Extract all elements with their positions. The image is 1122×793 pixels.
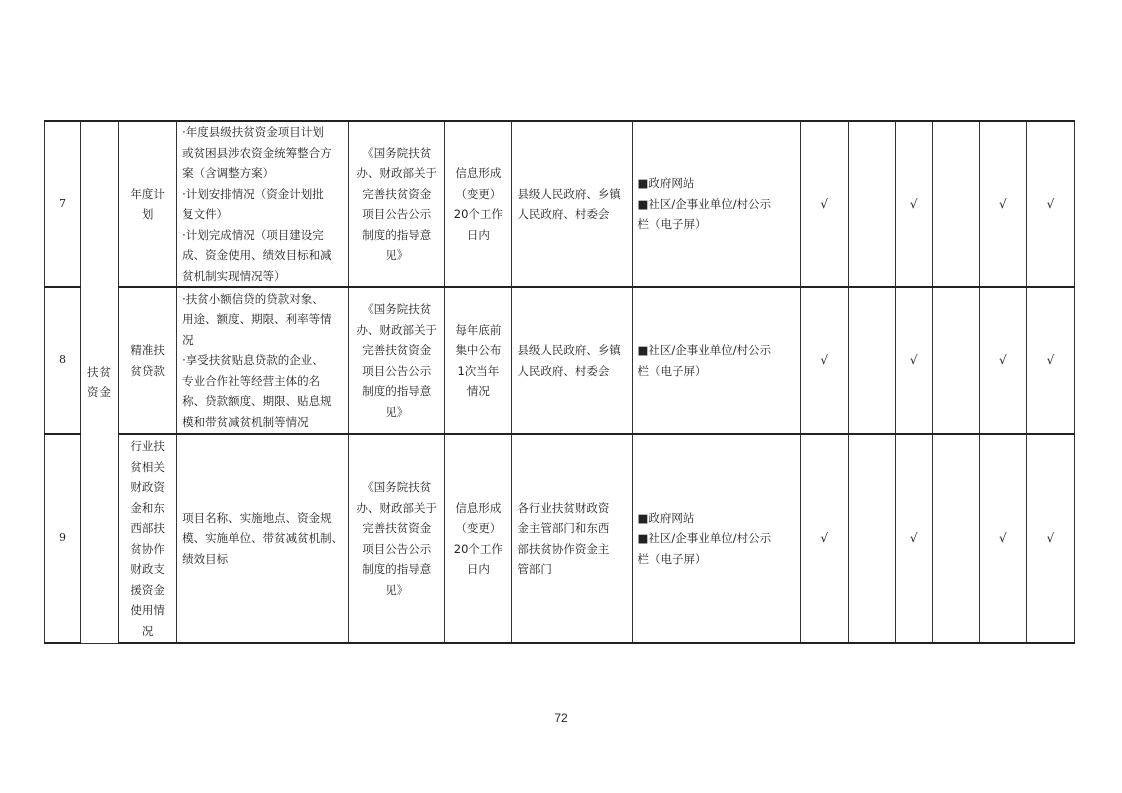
time-line: 信息形成 [455,500,502,515]
basis-line: 制度的指导意 [362,562,432,576]
content-line: 或贫困县涉农资金统筹整合方 [182,145,332,160]
time-line: （变更） [455,186,502,201]
content-line: 况 [182,332,194,347]
check-mark [932,287,979,434]
channel-line: ■社区/企事业单位/村公示 [637,531,772,546]
content-cell [177,434,349,643]
time-line: 集中公布 [455,343,502,357]
basis-line: 办、财政部关于 [356,166,438,180]
row-number: 9 [45,434,81,643]
time-line: 情况 [466,384,490,398]
subcategory-line: 贫贷款 [130,363,165,378]
basis-line: 见》 [385,582,409,597]
subcategory-line: 使用情 [130,603,165,617]
basis-line: 完善扶贫资金 [362,186,432,201]
subcategory-line: 金和东 [130,500,165,515]
check-mark [848,434,895,643]
check-mark: √ [800,434,848,643]
basis-line: 办、财政部关于 [356,322,438,337]
content-line: ·扶贫小额信贷的贷款对象、 [182,291,324,306]
content-line: 用途、额度、期限、利率等情 [182,312,332,327]
subject-line: 人民政府、村委会 [517,363,610,378]
check-mark: √ [979,121,1026,287]
time-cell [445,287,512,434]
basis-line: 《国务院扶贫 [362,302,432,316]
channel-cell [632,434,800,643]
content-line: ·计划完成情况（项目建设完 [182,227,324,242]
content-line: 案（含调整方案） [182,166,275,180]
content-line: 模、实施单位、带贫减贫机制、 [182,531,344,546]
content-cell [177,287,349,434]
check-mark: √ [895,434,932,643]
content-line: 专业合作社等经营主体的名 [182,373,321,388]
subcategory-line: 年度计 [130,186,165,201]
basis-line: 见》 [385,248,409,262]
time-line: 20个工作 [453,207,503,221]
channel-line: 栏（电子屏） [637,217,707,232]
row-number: 7 [45,121,81,287]
subject-line: 管部门 [517,562,552,576]
content-line: 绩效目标 [182,551,229,566]
row-number: 8 [45,287,81,434]
subcategory-line: 西部扶 [130,521,165,535]
channel-cell [632,287,800,434]
subcategory-line: 财政资 [130,480,165,494]
content-line: ·计划安排情况（资金计划批 [182,186,324,201]
time-line: 日内 [466,227,490,242]
time-line: 1次当年 [457,363,500,378]
basis-cell [349,121,445,287]
subcategory-line: 行业扶 [130,439,165,453]
subcategory-line: 精准扶 [130,343,165,357]
basis-cell [349,287,445,434]
check-mark: √ [1026,434,1074,643]
subject-cell [512,434,632,643]
subcategory-line: 贫协作 [130,541,165,556]
check-mark [932,434,979,643]
subcategory-cell [119,434,177,643]
subcategory-cell [119,287,177,434]
time-line: 每年底前 [455,322,502,337]
basis-line: 制度的指导意 [362,384,432,398]
channel-cell [632,121,800,287]
basis-line: 《国务院扶贫 [362,145,432,160]
content-line: 项目名称、实施地点、资金规 [182,510,332,525]
subcategory-line: 况 [141,623,154,638]
basis-line: 办、财政部关于 [356,500,438,515]
check-mark: √ [800,121,848,287]
time-line: 信息形成 [455,166,502,180]
check-mark [848,121,895,287]
basis-line: 项目公告公示 [362,541,432,556]
content-line: 称、贷款额度、期限、贴息规 [182,394,332,409]
table-row [45,434,1075,643]
content-cell [177,121,349,287]
basis-line: 完善扶贫资金 [362,521,432,535]
basis-line: 完善扶贫资金 [362,343,432,357]
time-line: 日内 [466,562,490,576]
check-mark [932,121,979,287]
content-line: ·享受扶贫贴息贷款的企业、 [182,353,324,368]
subcategory-cell [119,121,177,287]
check-mark [848,287,895,434]
check-mark: √ [895,287,932,434]
category-line: 资金 [87,385,113,400]
time-cell [445,434,512,643]
basis-line: 项目公告公示 [362,363,432,378]
content-line: ·年度县级扶贫资金项目计划 [182,125,324,139]
subject-line: 县级人民政府、乡镇 [517,343,621,357]
category-line: 扶贫 [87,364,113,379]
check-mark: √ [1026,287,1074,434]
subject-line: 各行业扶贫财政资 [517,500,610,515]
channel-line: ■社区/企事业单位/村公示 [637,343,772,357]
time-line: 20个工作 [453,541,503,556]
channel-line: 栏（电子屏） [637,551,707,566]
channel-line: ■政府网站 [637,176,695,191]
content-line: 模和带贫减贫机制等情况 [182,414,309,429]
subcategory-line: 财政支 [130,562,165,576]
subcategory-line: 贫相关 [130,459,165,474]
subject-line: 部扶贫协作资金主 [517,541,610,556]
time-line: （变更） [455,521,502,535]
subject-line: 金主管部门和东西 [517,521,610,535]
disclosure-table [44,120,1075,644]
channel-line: 栏（电子屏） [637,363,707,378]
content-line: 贫机制实现情况等） [182,268,286,283]
basis-line: 《国务院扶贫 [362,480,432,494]
category-cell [81,121,119,643]
page-number: 72 [554,711,568,725]
basis-line: 见》 [385,404,409,419]
subject-line: 县级人民政府、乡镇 [517,186,621,201]
content-line: 成、资金使用、绩效目标和减 [182,248,332,262]
check-mark: √ [1026,121,1074,287]
check-mark: √ [895,121,932,287]
channel-line: ■政府网站 [637,510,695,525]
channel-line: ■社区/企事业单位/村公示 [637,196,772,211]
subcategory-line: 援资金 [130,582,165,597]
subject-line: 人民政府、村委会 [517,207,610,221]
check-mark: √ [979,287,1026,434]
basis-line: 项目公告公示 [362,207,432,221]
table-row [45,121,1075,287]
table-row [45,287,1075,434]
subject-cell [512,121,632,287]
time-cell [445,121,512,287]
basis-line: 制度的指导意 [362,227,432,242]
content-line: 复文件） [182,207,229,221]
subject-cell [512,287,632,434]
basis-cell [349,434,445,643]
subcategory-line: 划 [141,207,154,221]
check-mark: √ [979,434,1026,643]
check-mark: √ [800,287,848,434]
